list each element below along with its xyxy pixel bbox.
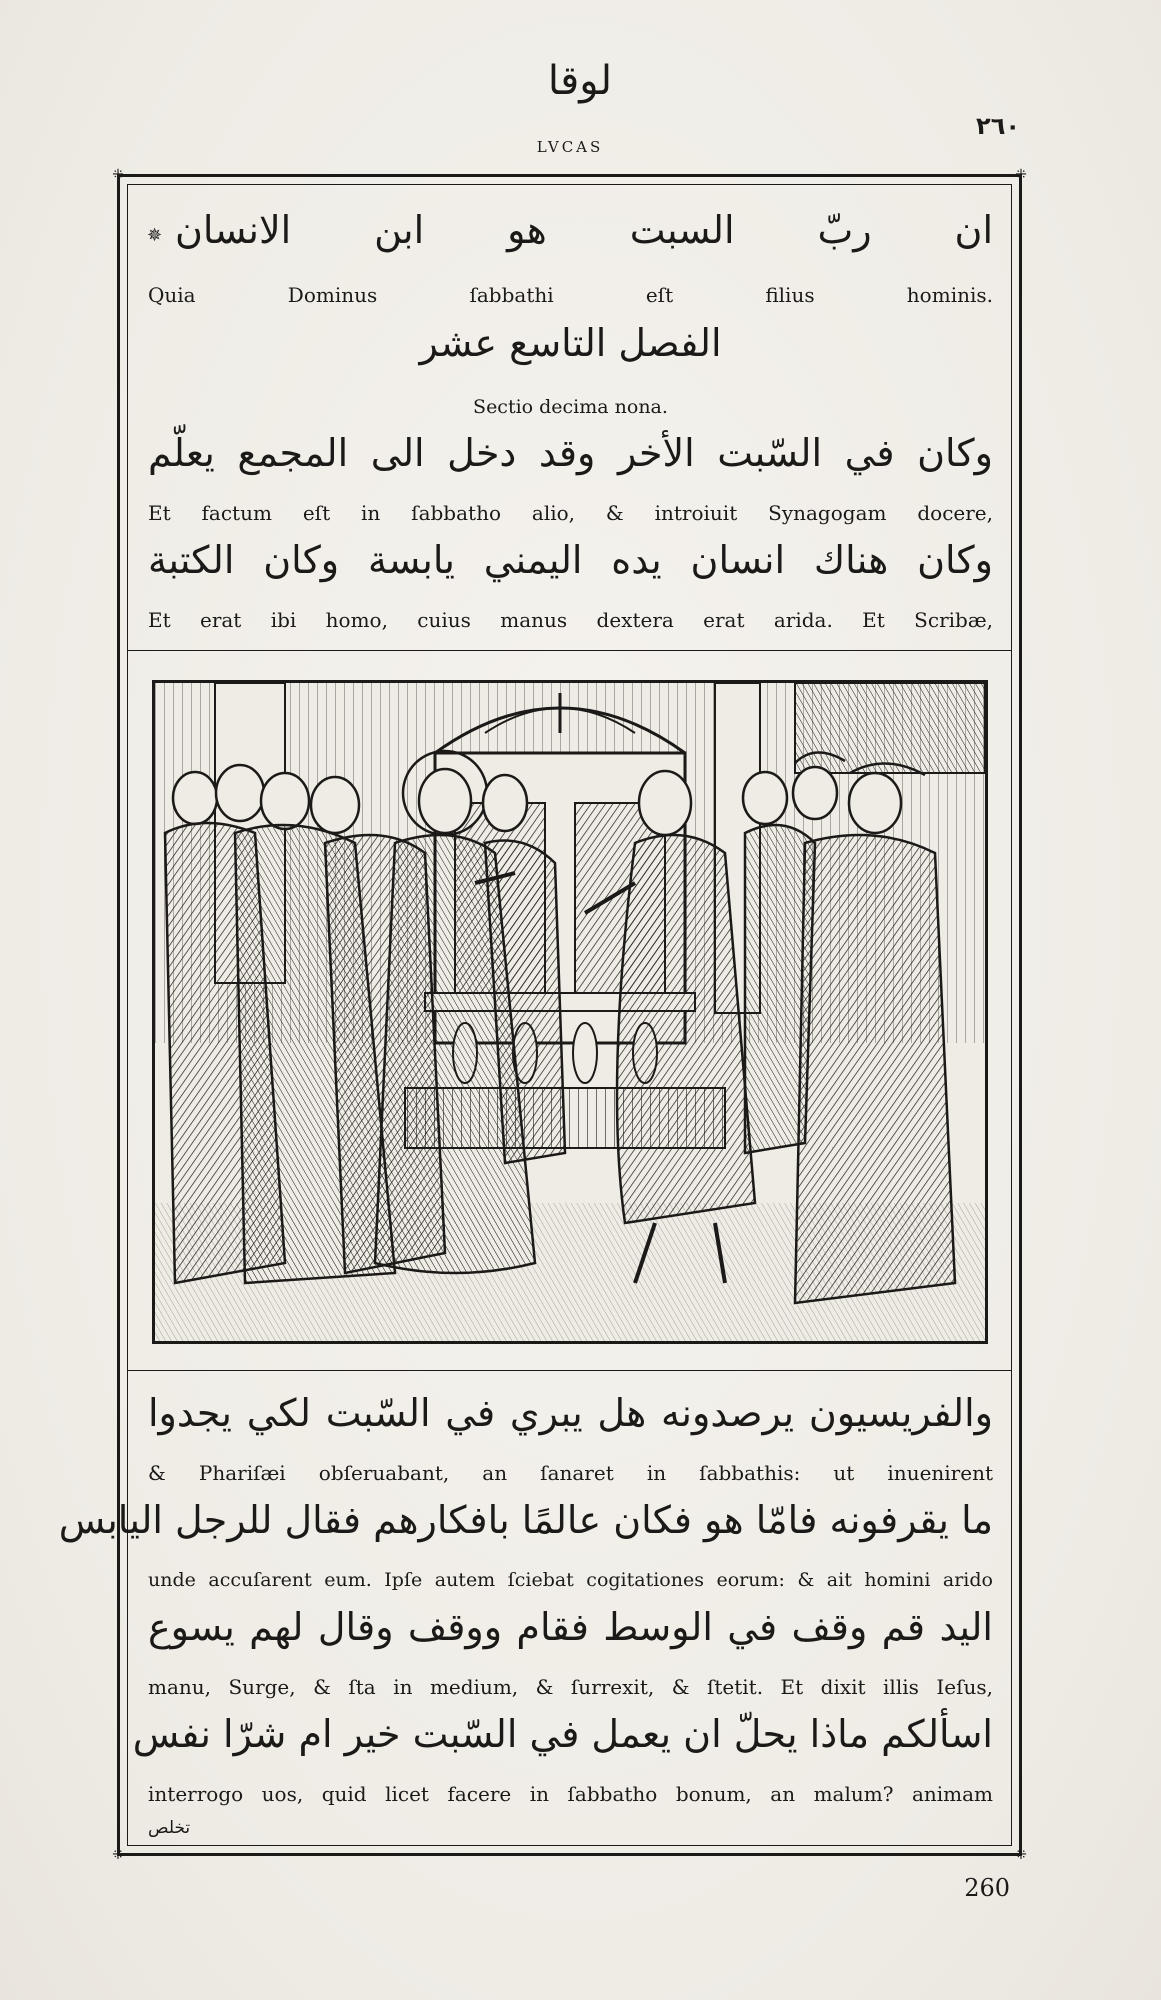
latin-text-line: Et erat ibi homo, cuius manus dextera erat arida. Et Scribæ, [148,608,993,632]
section-heading-latin: Sectio decima nona. [473,396,668,418]
frame-corner-ornament: ⁜ [1015,1847,1027,1863]
catchword: تخلص [148,1818,191,1838]
frame-corner-ornament: ⁜ [112,1847,124,1863]
woodcut-scene [155,683,985,1341]
running-head-latin: LVCAS [536,138,604,156]
latin-text-line: interrogo uos, quid licet facere in ſabbatho bonum, an malum? animam [148,1782,993,1806]
arabic-text-line: ما يقرفونه فامّا هو فكان عالمًا بافكارهم فقال للرجل اليابس [58,1498,993,1542]
latin-text-line: Et factum eſt in ſabbatho alio, & introiuit Synagogam docere, [148,501,993,525]
verse-arabic-line: ان ربّ السبت هو ابن الانسان [175,208,993,252]
running-head-arabic: لوقا [547,58,613,104]
folio-arabic: ٢٦٠ [976,112,1020,140]
section-divider [127,1370,1012,1371]
arabic-text-line: وكان هناك انسان يده اليمني يابسة وكان الكتبة [148,538,993,582]
arabic-text-line: والفريسيون يرصدونه هل يبري في السّبت لكي يجدوا [148,1391,993,1435]
verse-latin-line [148,282,993,308]
latin-text-line: manu, Surge, & ſta in medium, & ſurrexit, & ſtetit. Et dixit illis Ieſus, [148,1675,993,1699]
frame-corner-ornament: ⁜ [1015,167,1027,183]
section-divider [127,650,1012,651]
folio-latin: 260 [964,1874,1010,1902]
arabic-text-line: وكان في السّبت الأخر وقد دخل الى المجمع يعلّم [148,431,993,475]
section-heading-arabic: الفصل التاسع عشر [419,321,722,365]
woodcut-illustration [152,680,988,1344]
arabic-text-line: اسألكم ماذا يحلّ ان يعمل في السّبت خير ام شرّا نفس [132,1712,993,1756]
latin-text-line: & Phariſæi obſeruabant, an ſanaret in ſabbathis: ut inuenirent [148,1461,993,1485]
frame-corner-ornament: ⁜ [112,167,124,183]
latin-text-line: unde accuſarent eum. Ipſe autem ſciebat cogitationes eorum: & ait homini arido [148,1569,993,1591]
star-ornament-icon: ✵ [147,225,163,246]
arabic-text-line: اليد قم وقف في الوسط فقام ووقف وقال لهم يسوع [148,1605,993,1649]
verse-latin-words: Quia Dominus ſabbathi eſt filius hominis. [148,283,993,307]
